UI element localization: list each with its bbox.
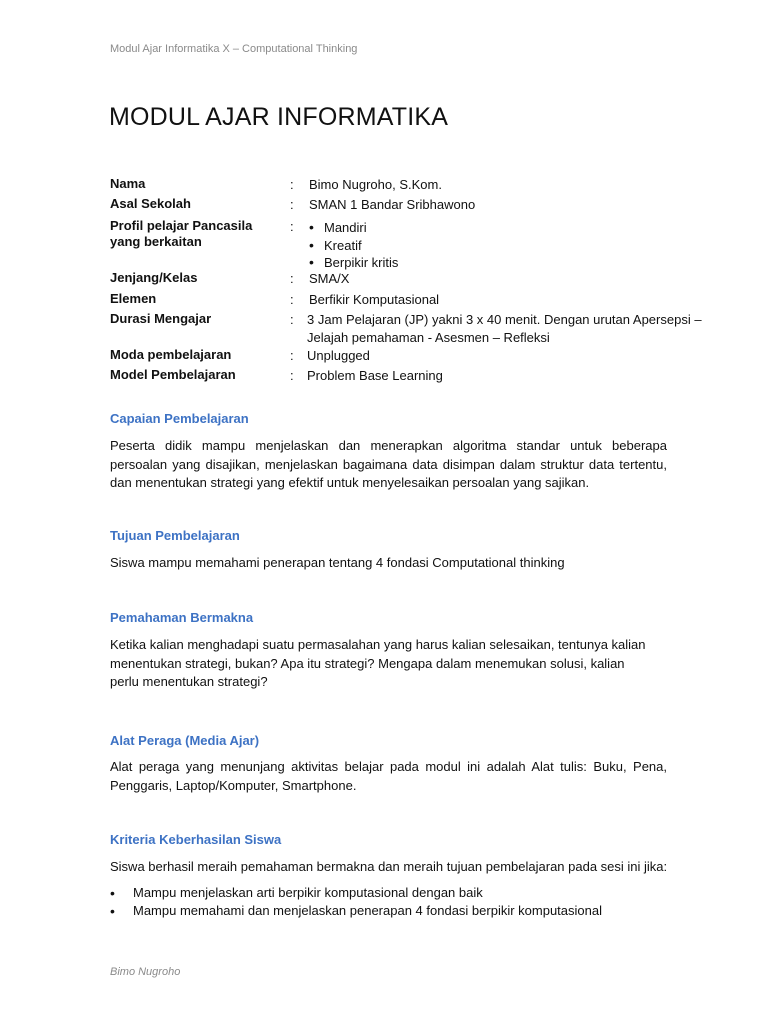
info-colon: :: [290, 347, 294, 363]
section-heading-capaian: Capaian Pembelajaran: [110, 411, 249, 426]
info-colon: :: [290, 367, 294, 383]
section-heading-alat: Alat Peraga (Media Ajar): [110, 733, 260, 748]
section-text-tujuan: Siswa mampu memahami penerapan tentang 4 fondasi Computational thinking: [110, 555, 565, 570]
info-colon: :: [290, 270, 294, 286]
info-label: [110, 218, 290, 250]
page-header: Modul Ajar Informatika X – Computational Thinking: [110, 43, 358, 55]
info-value: Bimo Nugroho, S.Kom.: [309, 177, 442, 192]
info-value: Unplugged: [307, 347, 370, 363]
section-text-alat: Alat peraga yang menunjang aktivitas belajar pada modul ini adalah Alat tulis: Buku, Pena, Penggaris, Laptop/Komputer, Smartphone.: [110, 759, 667, 793]
info-table: [110, 176, 710, 385]
info-row-profil: [110, 218, 710, 272]
info-row-elemen: [110, 291, 710, 309]
page-footer: Bimo Nugroho: [110, 966, 181, 978]
info-value-line: 3 Jam Pelajaran (JP) yakni 3 x 40 menit. Dengan urutan Apersepsi –: [307, 311, 702, 327]
info-row-sekolah: [110, 196, 710, 214]
info-label: Jenjang/Kelas: [110, 269, 198, 285]
section-heading-pemahaman: Pemahaman Bermakna: [110, 610, 254, 625]
info-row-durasi: [110, 311, 710, 347]
info-colon: :: [290, 197, 294, 212]
list-item: • Mandiri: [307, 219, 707, 237]
section-text-capaian: Peserta didik mampu menjelaskan dan menerapkan algoritma standar untuk beberapa persoalan yang disajikan, menjelaskan bagaimana data disimpan dalam struktur data tertentu, dan menentukan strategi yang efektif untuk menyelesaikan persoalan yang sajikan.: [110, 438, 667, 490]
info-label: Nama: [110, 176, 146, 191]
info-value: [307, 311, 707, 347]
info-label: Asal Sekolah: [110, 196, 191, 211]
profil-list: [307, 218, 707, 272]
info-row-moda: [110, 347, 710, 365]
info-value: Berfikir Komputasional: [309, 291, 440, 307]
info-row-model: [110, 367, 710, 385]
section-heading-kriteria: Kriteria Keberhasilan Siswa: [110, 832, 282, 847]
section-heading-tujuan: Tujuan Pembelajaran: [110, 528, 240, 543]
info-colon: :: [290, 219, 294, 234]
info-colon: :: [290, 291, 294, 307]
info-label: Elemen: [110, 290, 157, 306]
info-row-jenjang: [110, 270, 710, 288]
kriteria-list: [110, 884, 670, 920]
info-label-line: Profil pelajar Pancasila: [110, 218, 253, 233]
list-item: • Mampu menjelaskan arti berpikir komputasional dengan baik: [110, 884, 670, 902]
list-item: • Mampu memahami dan menjelaskan penerapan 4 fondasi berpikir komputasional: [110, 902, 670, 920]
section-text-pemahaman: Ketika kalian menghadapi suatu permasalahan yang harus kalian selesaikan, tentunya kalian menentukan strategi, bukan? Apa itu strategi? Mengapa dalam menemukan solusi, kalian perlu menentukan strategi?: [110, 637, 646, 689]
info-value: SMAN 1 Bandar Sribhawono: [309, 197, 476, 212]
list-item: • Berpikir kritis: [307, 254, 707, 272]
info-colon: :: [290, 177, 294, 192]
info-value-line: Jelajah pemahaman - Asesmen – Refleksi: [307, 329, 550, 345]
info-colon: :: [290, 311, 294, 327]
document-title: MODUL AJAR INFORMATIKA: [109, 103, 449, 131]
info-label: Durasi Mengajar: [110, 310, 212, 326]
info-value: Problem Base Learning: [307, 367, 443, 383]
info-label-line: yang berkaitan: [110, 234, 202, 249]
info-label: Moda pembelajaran: [110, 346, 232, 362]
info-label: Model Pembelajaran: [110, 366, 236, 382]
list-item: • Kreatif: [307, 237, 707, 255]
section-text-kriteria: Siswa berhasil meraih pemahaman bermakna dan meraih tujuan pembelajaran pada sesi ini jika:: [110, 859, 668, 874]
info-value: SMA/X: [309, 270, 350, 286]
info-row-nama: [110, 176, 710, 194]
